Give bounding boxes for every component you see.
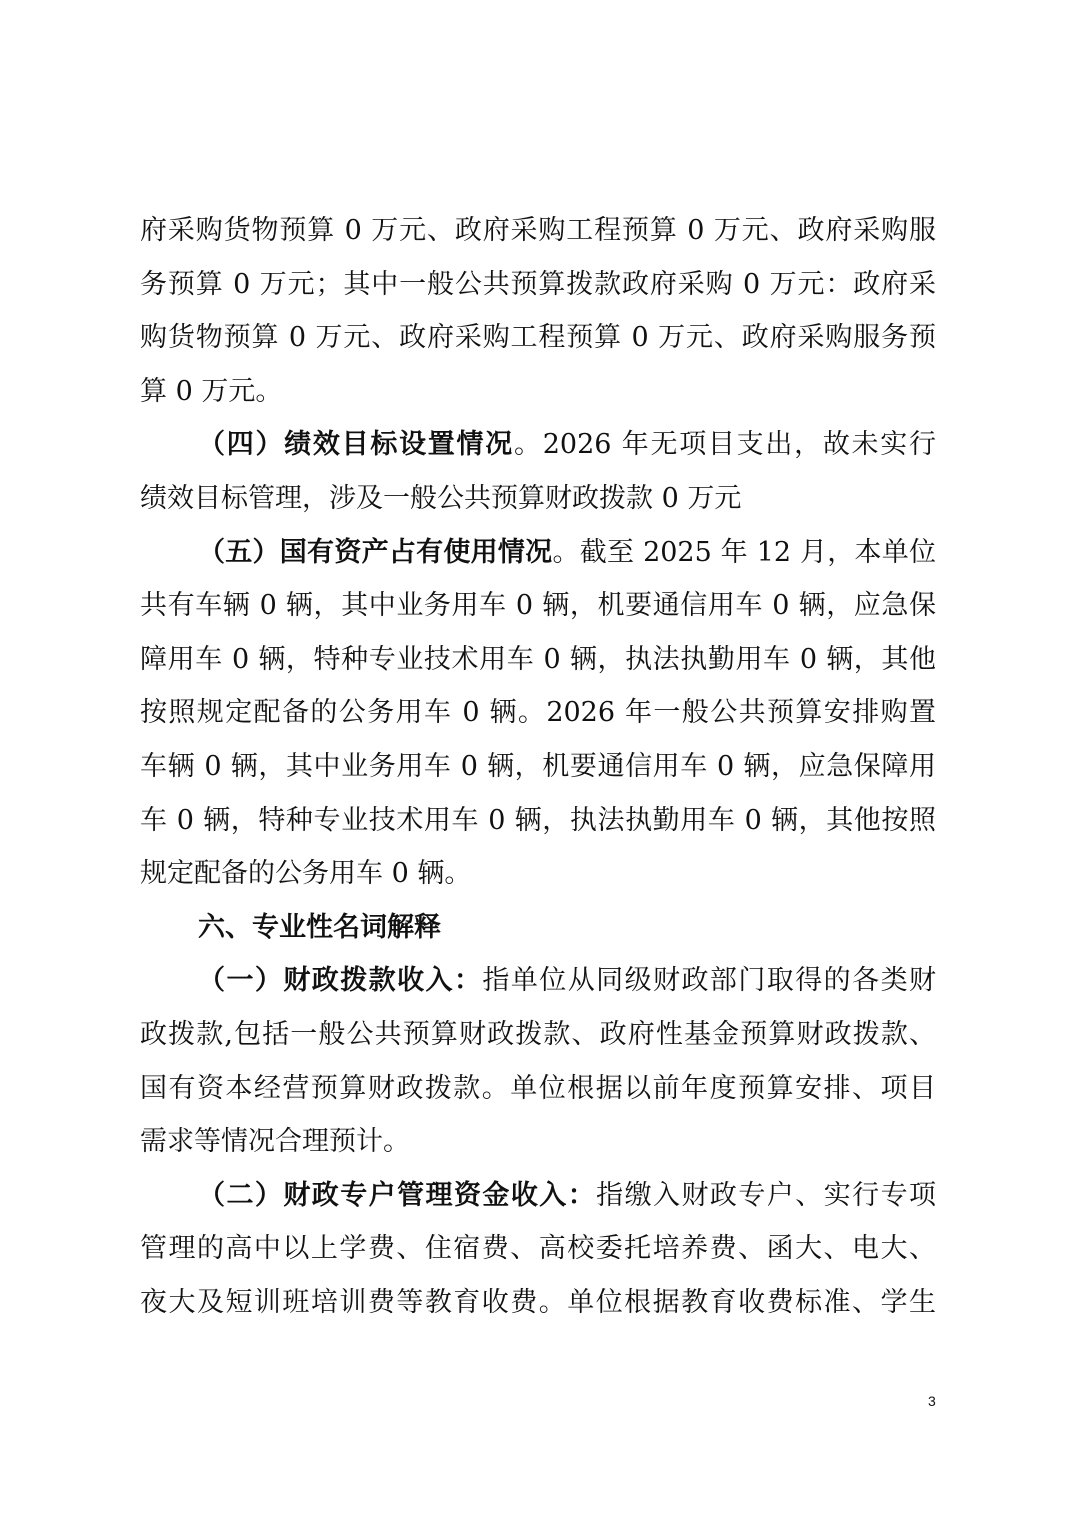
bold-lead: 六、专业性名词解释 (198, 911, 441, 943)
line-text: 需求等情况合理预计。 (140, 1126, 410, 1158)
text-line (140, 794, 936, 848)
line-text: 共有车辆 0 辆，其中业务用车 0 辆，机要通信用车 0 辆，应急保 (140, 590, 936, 622)
line-text: 绩效目标管理，涉及一般公共预算财政拨款 0 万元 (140, 482, 742, 514)
paragraph (140, 418, 936, 525)
line-text: 国有资本经营预算财政拨款。单位根据以前年度预算安排、项目 (140, 1072, 936, 1104)
bold-lead: （四）绩效目标设置情况 (198, 429, 514, 461)
text-line (140, 1169, 936, 1223)
text-line (140, 686, 936, 740)
line-text: 管理的高中以上学费、住宿费、高校委托培养费、函大、电大、 (140, 1233, 936, 1265)
line-text: 车辆 0 辆，其中业务用车 0 辆，机要通信用车 0 辆，应急保障用 (140, 750, 936, 782)
line-text: 。截至 2025 年 12 月，本单位 (552, 536, 937, 568)
paragraph (140, 954, 936, 1168)
text-line (140, 954, 936, 1008)
text-line (140, 1008, 936, 1062)
text-line (140, 1276, 936, 1330)
line-text: 障用车 0 辆，特种专业技术用车 0 辆，执法执勤用车 0 辆，其他 (140, 643, 936, 675)
text-line (140, 472, 936, 526)
line-text: 务预算 0 万元；其中一般公共预算拨款政府采购 0 万元：政府采 (140, 268, 936, 300)
paragraph (140, 1169, 936, 1330)
line-text: 夜大及短训班培训费等教育收费。单位根据教育收费标准、学生 (140, 1286, 936, 1318)
text-line (140, 740, 936, 794)
text-line (140, 311, 936, 365)
line-text: 。2026 年无项目支出，故未实行 (514, 429, 937, 461)
line-text: 指缴入财政专户、实行专项 (596, 1179, 937, 1211)
text-line (140, 901, 936, 955)
line-text: 规定配备的公务用车 0 辆。 (140, 858, 472, 890)
text-line (140, 526, 936, 580)
bold-lead: （五）国有资产占有使用情况 (198, 536, 553, 568)
text-line (140, 365, 936, 419)
paragraph (140, 526, 936, 901)
line-text: 算 0 万元。 (140, 375, 283, 407)
bold-lead: （一）财政拨款收入： (198, 965, 483, 997)
text-line (140, 258, 936, 312)
line-text: 车 0 辆，特种专业技术用车 0 辆，执法执勤用车 0 辆，其他按照 (140, 804, 936, 836)
text-line (140, 633, 936, 687)
line-text: 政拨款,包括一般公共预算财政拨款、政府性基金预算财政拨款、 (140, 1018, 936, 1050)
text-line (140, 1222, 936, 1276)
text-line (140, 418, 936, 472)
line-text: 指单位从同级财政部门取得的各类财 (482, 965, 937, 997)
page-number: 3 (928, 1393, 936, 1409)
line-text: 府采购货物预算 0 万元、政府采购工程预算 0 万元、政府采购服 (140, 215, 936, 246)
line-text: 购货物预算 0 万元、政府采购工程预算 0 万元、政府采购服务预 (140, 322, 936, 354)
document-body (140, 204, 936, 1329)
text-line (140, 579, 936, 633)
bold-lead: （二）财政专户管理资金收入： (198, 1179, 597, 1211)
text-line (140, 204, 936, 258)
text-line (140, 1062, 936, 1116)
text-line (140, 1115, 936, 1169)
text-line (140, 847, 936, 901)
line-text: 按照规定配备的公务用车 0 辆。2026 年一般公共预算安排购置 (140, 697, 936, 729)
section-heading (140, 901, 936, 955)
paragraph (140, 204, 936, 418)
